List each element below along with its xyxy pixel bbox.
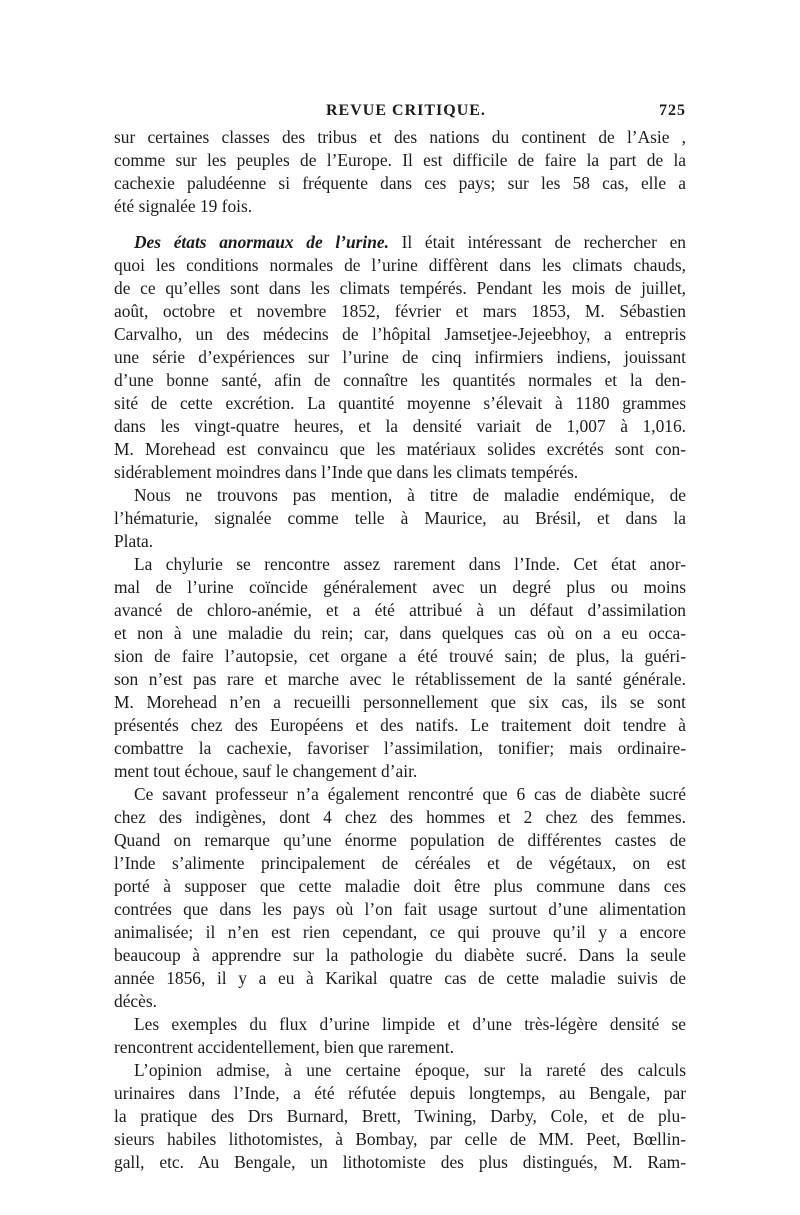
paragraph [114, 783, 686, 1013]
text-line: gall, etc. Au Bengale, un lithotomiste des plus distingués, M. Ram- [114, 1152, 686, 1172]
text-line: L’opinion admise, à une certaine époque, sur la rareté des calculs [134, 1060, 686, 1080]
text-line: août, octobre et novembre 1852, février et mars 1853, M. Sébastien [114, 301, 686, 321]
text-line: sieurs habiles lithotomistes, à Bombay, par celle de MM. Peet, Bœllin- [114, 1129, 686, 1149]
text-line: mal de l’urine coïncide généralement avec un degré plus ou moins [114, 577, 686, 597]
text-line: sidérablement moindres dans l’Inde que dans les climats tempérés. [114, 462, 579, 482]
text-line: été signalée 19 fois. [114, 196, 253, 216]
text-line: contrées que dans les pays où l’on fait usage surtout d’une alimentation [114, 899, 686, 919]
text-line: comme sur les peuples de l’Europe. Il est difficile de faire la part de la [114, 150, 686, 170]
text-line: sion de faire l’autopsie, cet organe a été trouvé sain; de plus, la guéri- [114, 646, 686, 666]
text-line: beaucoup à apprendre sur la pathologie du diabète sucré. Dans la seule [114, 945, 686, 965]
text-line: Nous ne trouvons pas mention, à titre de maladie endémique, de [134, 485, 686, 505]
paragraph [114, 484, 686, 553]
paragraph [114, 1013, 686, 1059]
text-line: M. Morehead n’en a recueilli personnellement que six cas, ils se sont [114, 692, 686, 712]
document-page [114, 92, 686, 1174]
text-line: et non à une maladie du rein; car, dans quelques cas où on a eu occa- [114, 623, 686, 643]
paragraph [114, 126, 686, 218]
text-line: sité de cette excrétion. La quantité moyenne s’élevait à 1180 grammes [114, 393, 686, 413]
line-text: Il était intéressant de rechercher en [388, 232, 686, 252]
text-line: Carvalho, un des médecins de l’hôpital Jamsetjee-Jejeebhoy, a entrepris [114, 324, 686, 344]
text-line: avancé de chloro-anémie, et a été attribué à un défaut d’assimilation [114, 600, 686, 620]
text-line: chez des indigènes, dont 4 chez des hommes et 2 chez des femmes. [114, 807, 686, 827]
text-line: dans les vingt-quatre heures, et la densité variait de 1,007 à 1,016. [114, 416, 686, 436]
paragraph [114, 1059, 686, 1174]
text-line: M. Morehead est convaincu que les matériaux solides excrétés sont con- [114, 439, 686, 459]
text-line: la pratique des Drs Burnard, Brett, Twining, Darby, Cole, et de plu- [114, 1106, 686, 1126]
text-line: quoi les conditions normales de l’urine diffèrent dans les climats chauds, [114, 255, 686, 275]
text-line: son n’est pas rare et marche avec le rétablissement de la santé générale. [114, 669, 686, 689]
text-line: d’une bonne santé, afin de connaître les quantités normales et la den- [114, 370, 686, 390]
text-line: Quand on remarque qu’une énorme population de différentes castes de [114, 830, 686, 850]
text-line: La chylurie se rencontre assez rarement dans l’Inde. Cet état anor- [134, 554, 686, 574]
text-line: Plata. [114, 531, 154, 551]
text-line: l’Inde s’alimente principalement de céréales et de végétaux, on est [114, 853, 686, 873]
text-line: de ce qu’elles sont dans les climats tempérés. Pendant les mois de juillet, [114, 278, 686, 298]
paragraph [114, 553, 686, 783]
text-line: combattre la cachexie, favoriser l’assimilation, tonifier; mais ordinaire- [114, 738, 686, 758]
text-line: Les exemples du flux d’urine limpide et d’une très-légère densité se [134, 1014, 686, 1034]
paragraph-gap [114, 218, 686, 231]
text-line: urinaires dans l’Inde, a été réfutée depuis longtemps, au Bengale, par [114, 1083, 686, 1103]
text-line: sur certaines classes des tribus et des nations du continent de l’Asie , [114, 127, 686, 147]
body-text [114, 126, 686, 1174]
running-title: REVUE CRITIQUE. [326, 102, 486, 119]
text-line: décès. [114, 991, 157, 1011]
text-line: animalisée; il n’en est rien cependant, ce qui prouve qu’il y a encore [114, 922, 686, 942]
text-line: Ce savant professeur n’a également rencontré que 6 cas de diabète sucré [134, 784, 686, 804]
paragraph [114, 231, 686, 484]
text-line: une série d’expériences sur l’urine de cinq infirmiers indiens, jouissant [114, 347, 686, 367]
text-line [114, 231, 686, 254]
text-line: porté à supposer que cette maladie doit être plus commune dans ces [114, 876, 686, 896]
text-line: cachexie paludéenne si fréquente dans ces pays; sur les 58 cas, elle a [114, 173, 686, 193]
page-number: 725 [659, 102, 686, 119]
section-heading: Des états anormaux de l’urine. [134, 232, 389, 252]
text-line: ment tout échoue, sauf le changement d’air. [114, 761, 418, 781]
text-line: présentés chez des Européens et des natifs. Le traitement doit tendre à [114, 715, 686, 735]
page-header [114, 92, 686, 126]
text-line: rencontrent accidentellement, bien que rarement. [114, 1037, 454, 1057]
text-line: année 1856, il y a eu à Karikal quatre cas de cette maladie suivis de [114, 968, 686, 988]
text-line: l’hématurie, signalée comme telle à Maurice, au Brésil, et dans la [114, 508, 686, 528]
